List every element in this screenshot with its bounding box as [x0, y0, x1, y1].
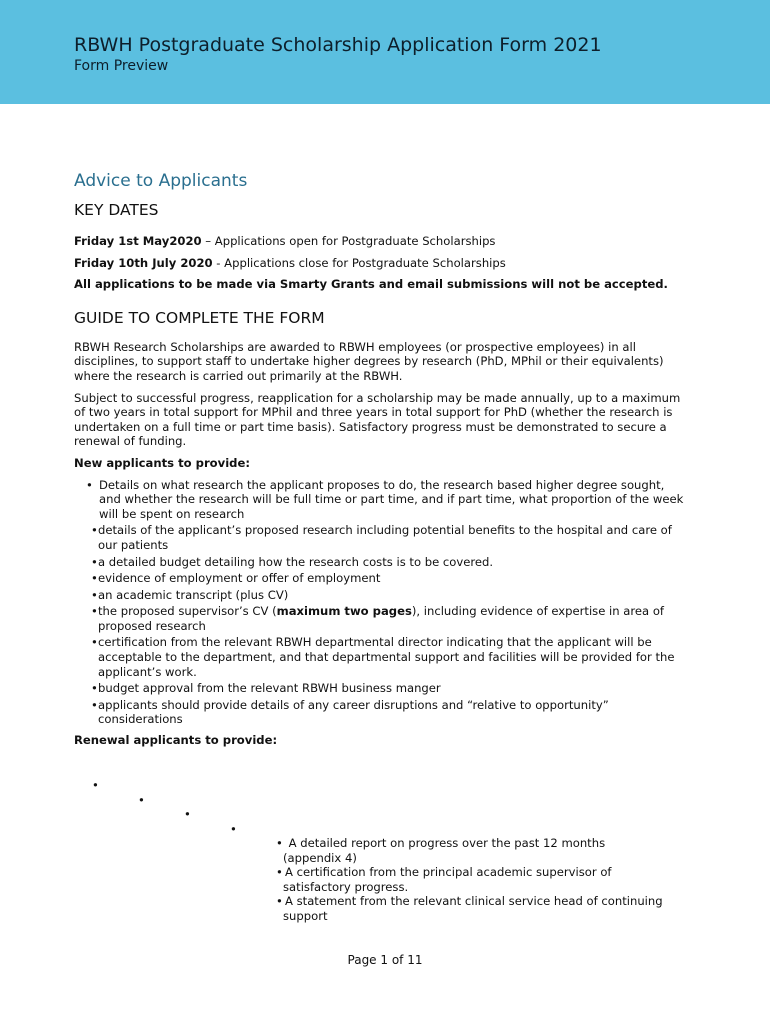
page-number: Page 1 of 11 — [347, 953, 423, 967]
date-close-line — [74, 256, 684, 271]
bullet-marker: • — [184, 807, 191, 821]
list-item: •certification from the relevant RBWH departmental director indicating that the applicant will be acceptable to the department, and that departmental support and facilities will be provided for the applicant’s work. — [91, 635, 675, 679]
renewal-applicants-list — [276, 836, 666, 924]
list-item: • Details on what research the applicant proposes to do, the research based higher degree sought, and whether the research will be full time or part time, and if part time, what proportion of the week will be spent on research — [86, 477, 684, 521]
list-item: •applicants should provide details of any career disruptions and “relative to opportunity” considerations — [91, 697, 609, 727]
form-content — [74, 170, 684, 755]
date-close-label: Friday 10th July 2020 — [74, 255, 213, 270]
submission-notice: All applications to be made via Smarty Grants and email submissions will not be accepted. — [74, 277, 668, 292]
bullet-marker: • — [230, 822, 237, 836]
date-close-text: - Applications close for Postgraduate Scholarships — [212, 255, 506, 270]
list-item: • A detailed report on progress over the past 12 months (appendix 4) — [276, 836, 606, 865]
new-applicants-list — [74, 478, 684, 728]
renewal-applicants-heading: Renewal applicants to provide: — [74, 733, 278, 748]
form-title: RBWH Postgraduate Scholarship Application Form 2021 — [74, 34, 602, 56]
page-header — [0, 0, 770, 104]
bullet-marker: • — [92, 778, 99, 792]
guide-paragraph-2: Subject to successful progress, reapplication for a scholarship may be made annually, up to a maximum of two years in total support for MPhil and three years in total support for PhD (whether the research is undertaken on a full time or part time basis). Satisfactory progress must be demonstrated to secure a renewal of funding. — [74, 390, 681, 449]
list-item: • A statement from the relevant clinical service head of continuing support — [276, 894, 663, 923]
key-dates-heading: KEY DATES — [74, 201, 159, 219]
date-open-text: – Applications open for Postgraduate Scholarships — [201, 234, 496, 248]
form-subtitle: Form Preview — [74, 58, 169, 74]
list-item: •details of the applicant’s proposed research including potential benefits to the hospital and care of our patients — [91, 523, 672, 552]
new-applicants-heading: New applicants to provide: — [74, 455, 250, 470]
list-item: •a detailed budget detailing how the research costs is to be covered. — [91, 554, 494, 569]
list-item: •evidence of employment or offer of employment — [91, 571, 381, 586]
advice-heading: Advice to Applicants — [74, 171, 248, 191]
list-item: •budget approval from the relevant RBWH business manger — [91, 681, 441, 696]
date-open-line — [74, 234, 684, 249]
date-open-label: Friday 1st May2020 — [74, 234, 202, 248]
bullet-marker: • — [138, 793, 145, 807]
list-item: • A certification from the principal academic supervisor of satisfactory progress. — [276, 865, 612, 894]
guide-heading: GUIDE TO COMPLETE THE FORM — [74, 308, 325, 327]
list-item: •an academic transcript (plus CV) — [91, 587, 289, 602]
list-item: •the proposed supervisor’s CV (maximum two pages), including evidence of expertise in area of proposed research — [91, 604, 665, 633]
guide-paragraph-1: RBWH Research Scholarships are awarded to RBWH employees (or prospective employees) in all disciplines, to support staff to undertake higher degrees by research (PhD, MPhil or their equivalents) where the research is carried out primarily at the RBWH. — [74, 339, 664, 383]
